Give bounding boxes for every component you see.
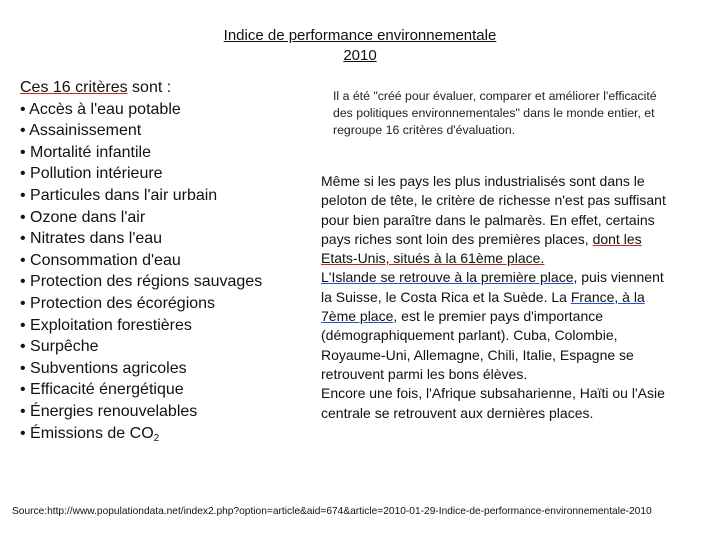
ranking-paragraph [321, 172, 673, 423]
ranking-text-3: , est le premier pays d'importance (démographiquement parlant). Cuba, Colombie, Royaume-Uni, Allemagne, Chili, Italie, Espagne se retrouvent parmi les bons élèves. [321, 308, 634, 382]
criteria-item: • Ozone dans l'air [20, 208, 146, 226]
criteria-heading-rest: sont : [127, 79, 172, 96]
iceland-ranking-link[interactable]: L'Islande se retrouve à la première place [321, 269, 574, 286]
page-title [0, 26, 720, 66]
criteria-heading-link[interactable]: Ces 16 critères [20, 79, 128, 96]
usa-ranking-link[interactable]: dont les Etats-Unis, situés à la 61ème place. [321, 230, 642, 267]
criteria-item-co2 [20, 423, 320, 450]
criteria-item: • Protection des régions sauvages [20, 273, 263, 291]
criteria-item: • Surpêche [20, 338, 99, 356]
criteria-item: • Subventions agricoles [20, 359, 187, 377]
criteria-item: • Énergies renouvelables [20, 402, 198, 420]
co2-prefix: • Émissions de CO [20, 424, 154, 442]
co2-subscript: 2 [153, 432, 160, 444]
france-ranking-link[interactable]: France, à la 7ème place [321, 288, 645, 325]
source-citation: Source:http://www.populationdata.net/index2.php?option=article&aid=674&article=2010-01-29-Indice-de-performance-environnementale-2010 [12, 506, 652, 517]
criteria-item: • Pollution intérieure [20, 165, 163, 183]
index-description: Il a été "créé pour évaluer, comparer et améliorer l'efficacité des politiques environnementales" dans le monde entier, et regroupe 16 critères d'évaluation. [333, 89, 657, 137]
criteria-heading [20, 77, 320, 99]
criteria-item: • Protection des écorégions [20, 294, 216, 312]
criteria-list [20, 77, 320, 449]
ranking-text-2: , puis viennent la Suisse, le Costa Rica et la Suède. La [321, 269, 664, 305]
criteria-item: • Efficacité énergétique [20, 381, 184, 399]
criteria-item: • Nitrates dans l'eau [20, 230, 163, 248]
criteria-item: • Accès à l'eau potable [20, 100, 181, 118]
criteria-item: • Exploitation forestières [20, 316, 192, 334]
title-line-2: 2010 [343, 47, 377, 64]
ranking-text-1: Même si les pays les plus industrialisés sont dans le peloton de tête, le critère de richesse n'est pas suffisant pour bien paraître dans le palmarès. En effet, certains pays riches sont loin des premières places, [321, 173, 666, 247]
title-line-1: Indice de performance environnementale [223, 27, 497, 44]
criteria-item: • Particules dans l'air urbain [20, 186, 218, 204]
criteria-item: • Consommation d'eau [20, 251, 181, 269]
ranking-text-4: Encore une fois, l'Afrique subsaharienne, Haïti ou l'Asie centrale se retrouvent aux dernières places. [321, 385, 665, 421]
criteria-item: • Assainissement [20, 122, 142, 140]
criteria-item: • Mortalité infantile [20, 143, 151, 161]
